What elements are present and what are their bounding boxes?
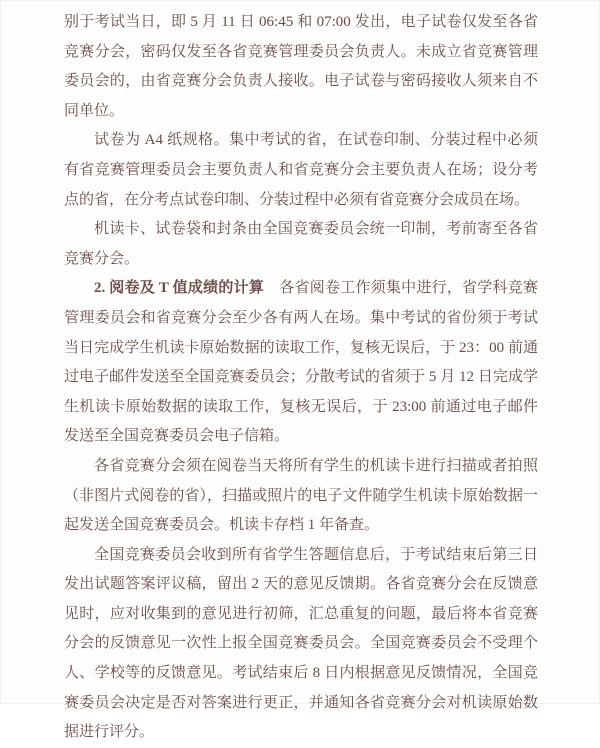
- paragraph-scan-upload: [64, 452, 538, 541]
- paragraph-grading-section: [64, 274, 538, 452]
- paragraph-answer-card-printing: [64, 215, 538, 274]
- paragraph-text: 机读卡、试卷袋和封条由全国竞赛委员会统一印制，考前寄至各省竞赛分会。: [64, 221, 538, 267]
- paragraph-feedback-process: [64, 541, 538, 748]
- paragraph-text: 别于考试当日，即 5 月 11 日 06:45 和 07:00 发出，电子试卷仅发至各省竞赛分会，密码仅发至各省竞赛管理委员会负责人。未成立省竞赛管理委员会的，由省竞赛分会负责人接收。电子试卷与密码接收人须来自不同单位。: [64, 14, 538, 119]
- paragraph-text: 全国竞赛委员会收到所有省学生答题信息后，于考试结束后第三日发出试题答案评议稿，留出 2 天的意见反馈期。各省竞赛分会在反馈意见时，应对收集到的意见进行初筛，汇总重复的问题，最后将本省竞赛分会的反馈意见一次性上报全国竞赛委员会。全国竞赛委员会不受理个人、学校等的反馈意见。考试结束后 8 日内根据意见反馈情况，全国竞赛委员会决定是否对答案进行更正，并通知各省竞赛分会对机读原始数据进行评分。: [64, 546, 538, 741]
- paragraph-paper-spec: [64, 126, 538, 215]
- paragraph-text: 各省竞赛分会须在阅卷当天将所有学生的机读卡进行扫描或者拍照（非图片式阅卷的省），扫描或照片的电子文件随学生机读卡原始数据一起发送全国竞赛委员会。机读卡存档 1 年备查。: [64, 457, 538, 534]
- paragraph-text: 试卷为 A4 纸规格。集中考试的省，在试卷印制、分装过程中必须有省竞赛管理委员会主要负责人和省竞赛分会主要负责人在场；设分考点的省，在分考点试卷印制、分装过程中必须有省竞赛分会成员在场。: [64, 132, 538, 208]
- paragraph-continuation: [64, 8, 538, 126]
- section-heading: 2. 阅卷及 T 值成绩的计算: [94, 280, 265, 297]
- paragraph-text: 各省阅卷工作须集中进行，省学科竞赛管理委员会和省竞赛分会至少各有两人在场。集中考试的省份须于考试当日完成学生机读卡原始数据的读取工作，复核无误后，于 23：00 前通过电子邮件发送至全国竞赛委员会；分散考试的省须于 5 月 12 日完成学生机读卡原始数据的读取工作，复核无误后，于 23:00 前通过电子邮件发送至全国竞赛委员会电子信箱。: [64, 280, 538, 445]
